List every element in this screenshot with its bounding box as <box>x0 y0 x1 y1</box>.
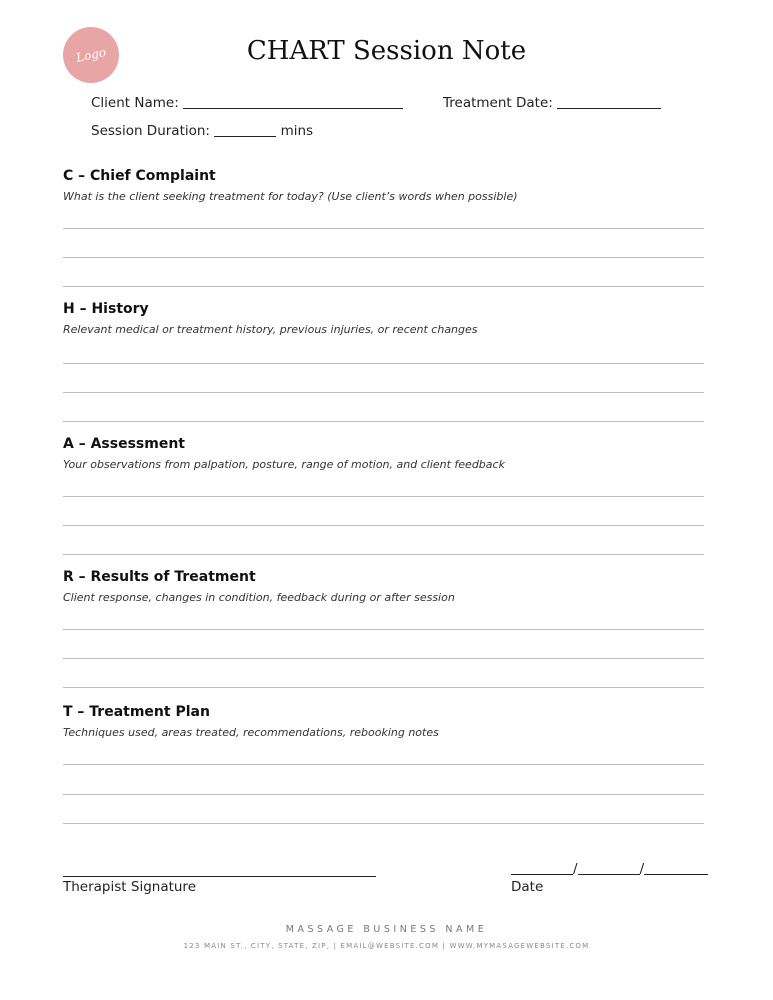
writing-line[interactable] <box>63 496 704 497</box>
writing-line[interactable] <box>63 823 704 824</box>
date-year-blank[interactable] <box>644 862 708 875</box>
section-prompt-results: Client response, changes in condition, feedback during or after session <box>63 591 455 604</box>
writing-line[interactable] <box>63 525 704 526</box>
therapist-signature-label: Therapist Signature <box>63 879 196 895</box>
section-prompt-history: Relevant medical or treatment history, previous injuries, or recent changes <box>63 323 478 336</box>
treatment-date-blank[interactable] <box>557 96 661 109</box>
writing-line[interactable] <box>63 658 704 659</box>
writing-line[interactable] <box>63 257 704 258</box>
section-heading-results: R – Results of Treatment <box>63 569 256 585</box>
business-name: MASSAGE BUSINESS NAME <box>285 924 488 935</box>
section-heading-history: H – History <box>63 301 149 317</box>
section-prompt-assessment: Your observations from palpation, posture, range of motion, and client feedback <box>63 458 505 471</box>
client-name-label: Client Name: <box>91 95 179 111</box>
client-name-blank[interactable] <box>183 96 403 109</box>
writing-line[interactable] <box>63 286 704 287</box>
writing-line[interactable] <box>63 363 704 364</box>
session-duration-field[interactable] <box>91 123 313 139</box>
writing-line[interactable] <box>63 687 704 688</box>
date-separator: / <box>639 861 645 877</box>
date-month-blank[interactable] <box>511 862 573 875</box>
date-separator: / <box>573 861 578 877</box>
page-title: CHART Session Note <box>246 36 527 66</box>
writing-line[interactable] <box>63 764 704 765</box>
section-heading-chief-complaint: C – Chief Complaint <box>63 168 216 184</box>
duration-unit: mins <box>280 123 314 139</box>
section-heading-assessment: A – Assessment <box>63 436 185 452</box>
writing-line[interactable] <box>63 421 704 422</box>
signature-line[interactable] <box>63 876 376 877</box>
business-address: 123 MAIN ST., CITY, STATE, ZIP, | EMAIL@WEBSITE.COM | WWW.MYMASAGEWEBSITE.COM <box>183 942 590 950</box>
date-field[interactable] <box>511 861 708 877</box>
treatment-date-field[interactable] <box>443 95 661 111</box>
client-name-field[interactable] <box>91 95 403 111</box>
session-duration-label: Session Duration: <box>91 123 210 139</box>
writing-line[interactable] <box>63 554 704 555</box>
date-label: Date <box>511 879 544 895</box>
logo-text: Logo <box>74 45 108 65</box>
writing-line[interactable] <box>63 629 704 630</box>
section-prompt-treatment-plan: Techniques used, areas treated, recommendations, rebooking notes <box>63 726 439 739</box>
session-duration-blank[interactable] <box>214 124 276 137</box>
section-heading-treatment-plan: T – Treatment Plan <box>63 704 210 720</box>
section-prompt-chief-complaint: What is the client seeking treatment for today? (Use client’s words when possible) <box>63 190 518 203</box>
treatment-date-label: Treatment Date: <box>443 95 553 111</box>
writing-line[interactable] <box>63 794 704 795</box>
writing-line[interactable] <box>63 228 704 229</box>
writing-line[interactable] <box>63 392 704 393</box>
date-day-blank[interactable] <box>578 862 640 875</box>
